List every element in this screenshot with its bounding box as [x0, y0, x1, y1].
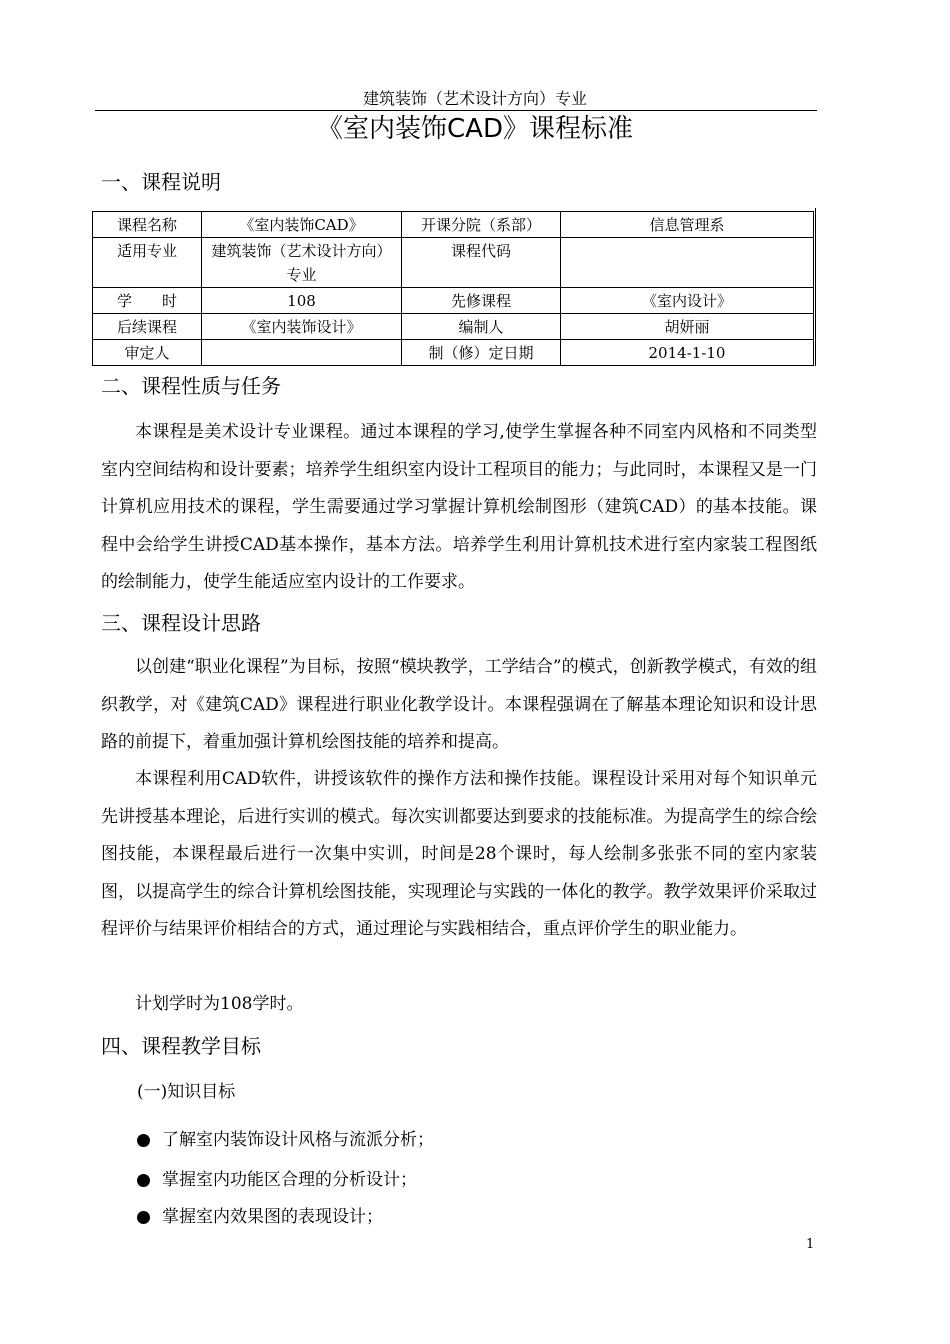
section-heading-design-approach: 三、课程设计思路 [101, 611, 261, 635]
header-rule [95, 110, 817, 111]
table-row [93, 212, 814, 238]
table-cell: 《室内设计》 [561, 288, 814, 314]
running-header: 建筑装饰（艺术设计方向）专业 [362, 89, 587, 108]
bullet-dot-icon [137, 1134, 150, 1147]
table-border-rule [815, 208, 816, 366]
table-row [93, 340, 814, 366]
paragraph-course-nature: 本课程是美术设计专业课程。通过本课程的学习,使学生掌握各种不同室内风格和不同类型室内空间结构和设计要素；培养学生组织室内设计工程项目的能力；与此同时，本课程又是一门计算机应用技术的课程，学生需要通过学习掌握计算机绘制图形（建筑CAD）的基本技能。课程中会给学生讲授CAD基本操作，基本方法。培养学生利用计算机技术进行室内家装工程图纸的绘制能力，使学生能适应室内设计的工作要求。 [101, 422, 817, 592]
table-row [93, 238, 814, 288]
paragraph-design-approach-2: 本课程利用CAD软件，讲授该软件的操作方法和操作技能。课程设计采用对每个知识单元先讲授基本理论，后进行实训的模式。每次实训都要达到要求的技能标准。为提高学生的综合绘图技能，本课程最后进行一次集中实训，时间是28个课时，每人绘制多张张不同的室内家装图，以提高学生的综合计算机绘图技能，实现理论与实践的一体化的教学。教学效果评价采取过程评价与结果评价相结合的方式，通过理论与实践相结合，重点评价学生的职业能力。 [101, 769, 817, 939]
table-cell: 适用专业 [93, 238, 202, 288]
knowledge-objectives-heading: (一)知识目标 [137, 1082, 236, 1102]
course-info-table [92, 211, 814, 366]
document-title: 《室内装饰CAD》课程标准 [317, 114, 633, 144]
table-cell: 开课分院（系部） [402, 212, 561, 238]
section-heading-course-description: 一、课程说明 [101, 170, 221, 194]
page-number: 1 [806, 1237, 815, 1252]
list-item-text: 掌握室内效果图的表现设计； [162, 1207, 383, 1227]
paragraph-design-approach-1: 以创建“职业化课程”为目标，按照“模块教学，工学结合”的模式，创新教学模式，有效的组织教学，对《建筑CAD》课程进行职业化教学设计。本课程强调在了解基本理论知识和设计思路的前提下，着重加强计算机绘图技能的培养和提高。 [101, 657, 817, 752]
table-row [93, 288, 814, 314]
table-cell: 编制人 [402, 314, 561, 340]
table-cell [202, 340, 402, 366]
table-cell: 信息管理系 [561, 212, 814, 238]
table-cell [561, 238, 814, 288]
table-cell: 课程名称 [93, 212, 202, 238]
table-row [93, 314, 814, 340]
table-cell: 后续课程 [93, 314, 202, 340]
paragraph-planned-hours: 计划学时为108学时。 [135, 994, 304, 1014]
bullet-dot-icon [137, 1174, 150, 1187]
bullet-dot-icon [137, 1211, 150, 1224]
table-cell: 2014-1-10 [561, 340, 814, 366]
list-item-text: 了解室内装饰设计风格与流派分析； [162, 1130, 434, 1150]
table-cell: 先修课程 [402, 288, 561, 314]
list-item [137, 1205, 383, 1229]
list-item [137, 1168, 417, 1192]
list-item-text: 掌握室内功能区合理的分析设计； [162, 1170, 417, 1190]
table-cell: 胡妍丽 [561, 314, 814, 340]
section-heading-teaching-objectives: 四、课程教学目标 [101, 1034, 261, 1058]
table-cell: 建筑装饰（艺术设计方向）专业 [202, 238, 402, 288]
list-item [137, 1128, 434, 1152]
table-cell: 108 [202, 288, 402, 314]
table-cell: 审定人 [93, 340, 202, 366]
table-cell: 课程代码 [402, 238, 561, 288]
table-cell: 制（修）定日期 [402, 340, 561, 366]
section-heading-course-nature: 二、课程性质与任务 [101, 374, 281, 398]
table-cell: 《室内装饰CAD》 [202, 212, 402, 238]
table-cell: 《室内装饰设计》 [202, 314, 402, 340]
table-cell: 学 时 [93, 288, 202, 314]
